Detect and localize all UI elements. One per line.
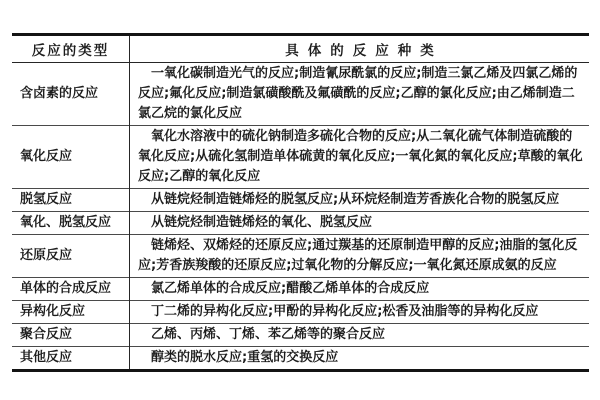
reaction-details-text: 从链烷烃制造链烯烃的脱氢反应;从环烷烃制造芳香族化合物的脱氢反应 — [151, 192, 560, 207]
reaction-type-label: 氧化反应 — [12, 126, 130, 189]
reaction-type-label: 异构化反应 — [12, 301, 130, 324]
reaction-details-cell — [130, 347, 590, 371]
reaction-details-text: 氯乙烯单体的合成反应;醋酸乙烯单体的合成反应 — [151, 281, 430, 296]
reaction-type-label: 单体的合成反应 — [12, 278, 130, 301]
table-row — [12, 126, 589, 189]
reaction-type-label: 氧化、脱氢反应 — [12, 212, 130, 235]
reaction-details-cell — [130, 324, 590, 347]
table-row — [12, 235, 589, 278]
reaction-details-text: 从链烷烃制造链烯烃的氧化、脱氢反应 — [151, 215, 373, 230]
reaction-types-table — [12, 33, 589, 372]
table-row — [12, 63, 589, 126]
reaction-type-label: 聚合反应 — [12, 324, 130, 347]
header-reaction-type: 反应的类型 — [12, 35, 130, 63]
reaction-type-label: 还原反应 — [12, 235, 130, 278]
reaction-details-cell — [130, 301, 590, 324]
reaction-details-cell — [130, 63, 590, 126]
reaction-details-cell — [130, 212, 590, 235]
reaction-details-cell — [130, 126, 590, 189]
table-row — [12, 212, 589, 235]
header-reaction-details: 具体的反应种类 — [130, 35, 590, 63]
reaction-details-text: 乙烯、丙烯、丁烯、苯乙烯等的聚合反应 — [151, 327, 386, 342]
table-row — [12, 278, 589, 301]
reaction-details-text: 丁二烯的异构化反应;甲酚的异构化反应;松香及油脂等的异构化反应 — [151, 304, 539, 319]
reaction-details-cell — [130, 235, 590, 278]
reaction-details-text: 一氧化碳制造光气的反应;制造氰尿酰氯的反应;制造三氯乙烯及四氯乙烯的反应;氟化反应;制造氯磺酸酰及氟磺酰的反应;乙醇的氯化反应;由乙烯制造二氯乙烷的氯化反应 — [138, 66, 578, 121]
table-row — [12, 189, 589, 212]
table-row — [12, 324, 589, 347]
table-row — [12, 347, 589, 371]
reaction-details-text: 醇类的脱水反应;重氢的交换反应 — [151, 350, 339, 365]
reaction-details-cell — [130, 278, 590, 301]
reaction-details-text: 氧化水溶液中的硫化钠制造多硫化合物的反应;从二氧化硫气体制造硫酸的氧化反应;从硫化氢制造单体硫黄的氧化反应;一氧化氮的氧化反应;草酸的氧化反应;乙醇的氧化反应 — [138, 129, 583, 184]
table-header-row — [12, 35, 589, 63]
reaction-type-label: 脱氢反应 — [12, 189, 130, 212]
reaction-details-text: 链烯烃、双烯烃的还原反应;通过羰基的还原制造甲醇的反应;油脂的氢化反应;芳香族羧酸的还原反应;过氧化物的分解反应;一氧化氮还原成氨的反应 — [138, 238, 578, 273]
reaction-type-label: 其他反应 — [12, 347, 130, 371]
reaction-type-label: 含卤素的反应 — [12, 63, 130, 126]
table-row — [12, 301, 589, 324]
reaction-details-cell — [130, 189, 590, 212]
